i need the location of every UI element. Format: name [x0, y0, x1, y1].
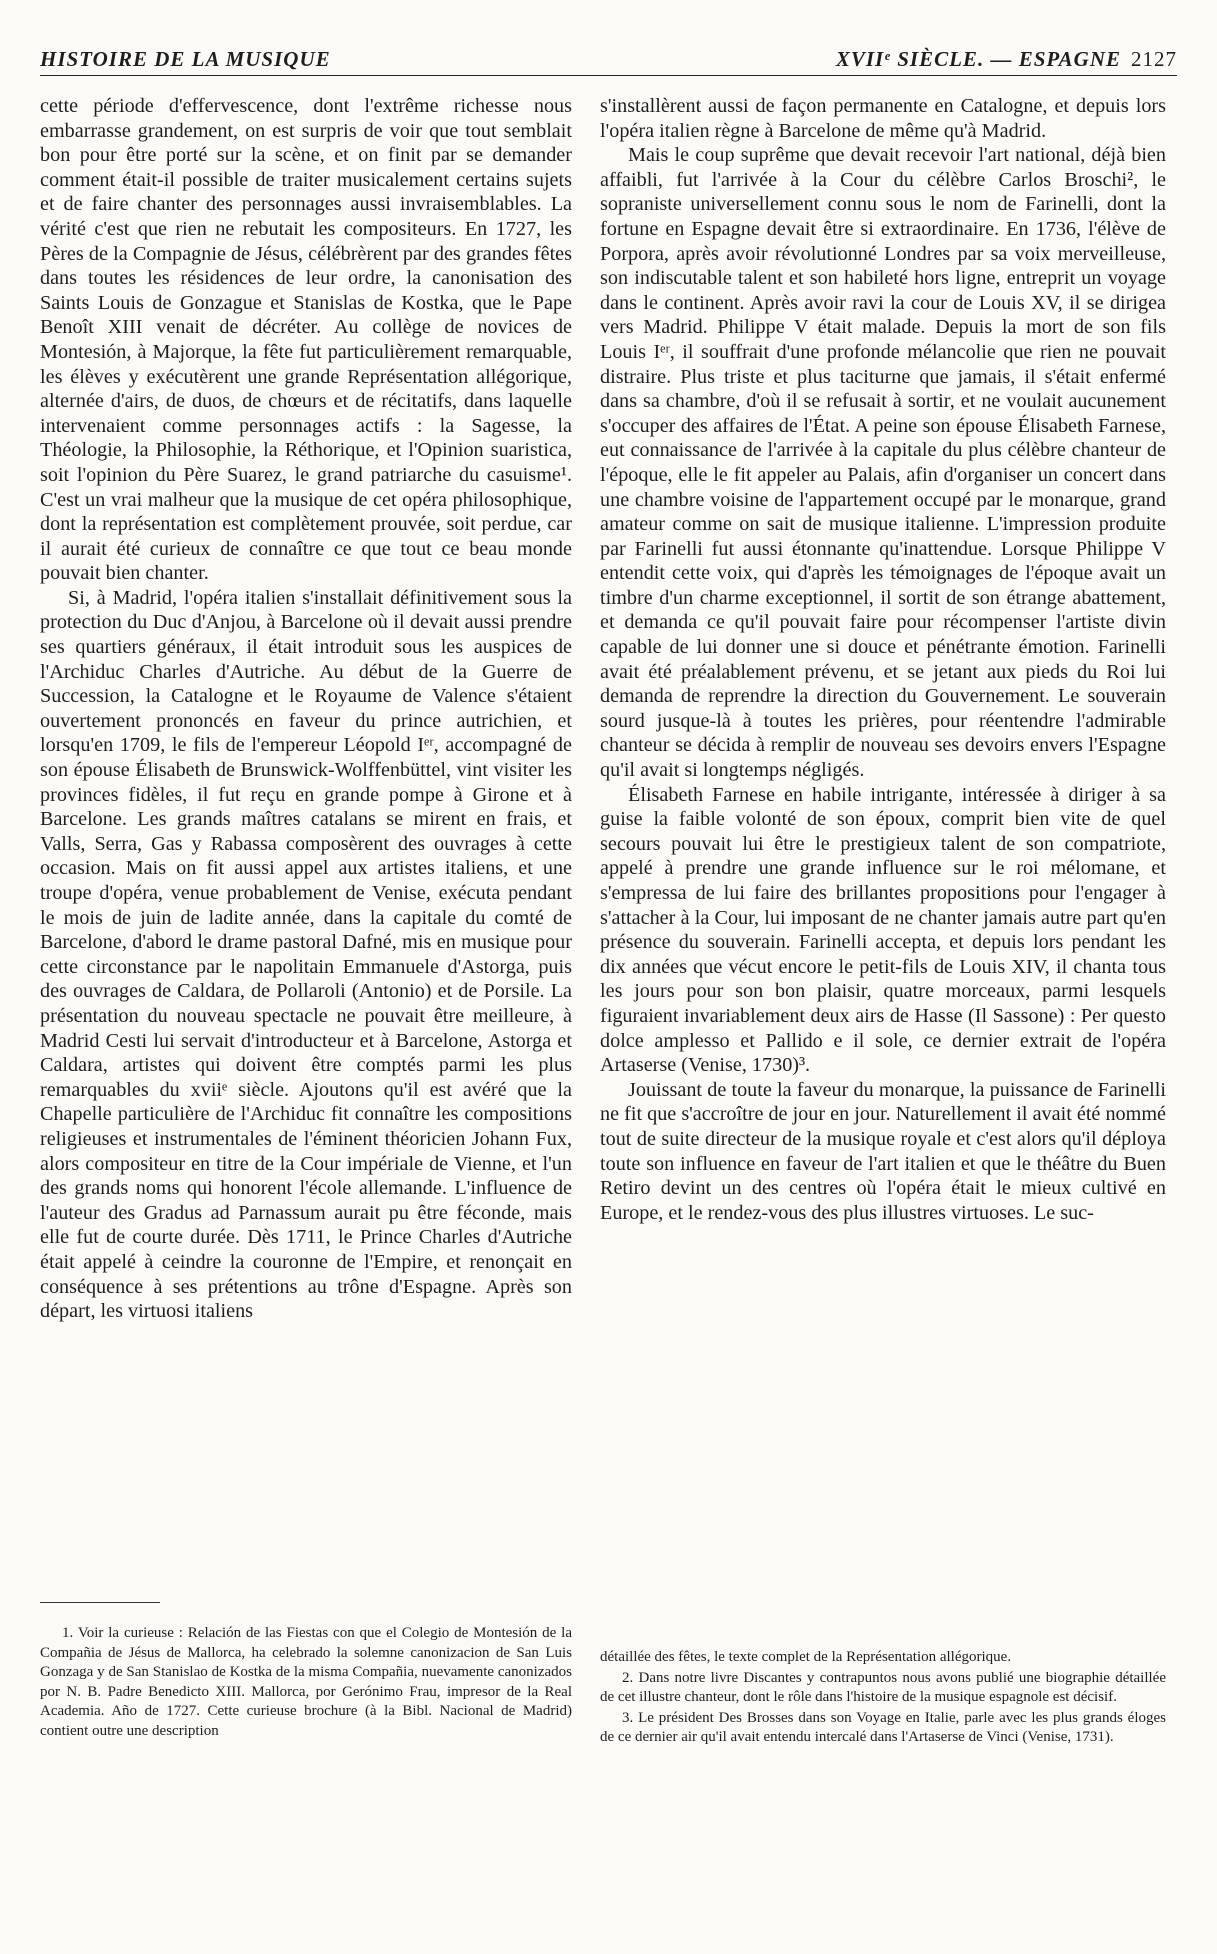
header-book-title: HISTOIRE DE LA MUSIQUE	[40, 47, 331, 71]
footnotes-right	[600, 1648, 1166, 1749]
left-text-column	[40, 94, 572, 1324]
footnotes-left	[40, 1624, 572, 1742]
paragraph: Mais le coup suprême que devait recevoir l'art national, déjà bien affaibli, fut l'arrivée à la Cour du célèbre Carlos Broschi², le sopraniste universellement connu sous le nom de Farinelli, dont la fortune en Espagne devait être si extraordinaire. En 1736, l'élève de Porpora, après avoir révolutionné Londres par sa voix merveilleuse, son indiscutable talent et son habileté hors ligne, entreprit un voyage dans le continent. Après avoir ravi la cour de Louis XV, il se dirigea vers Madrid. Philippe V était malade. Depuis la mort de son fils Louis Iᵉʳ, il souffrait d'une profonde mélancolie que rien ne pouvait distraire. Plus triste et plus taciturne que jamais, il s'était enfermé dans sa chambre, d'où il se refusait à sortir, et ne voulait aucunement s'occuper des affaires de l'État. A peine son épouse Élisabeth Farnese, eut connaissance de l'arrivée à la capitale du plus célèbre chanteur de l'époque, elle le fit appeler au Palais, afin d'organiser un concert dans une chambre voisine de l'appartement occupé par le monarque, grand amateur comme on sait de musique italienne. L'impression produite par Farinelli fut aussi étonnante qu'inattendue. Lorsque Philippe V entendit cette voix, qui d'après les témoignages de l'époque avait un timbre d'un charme exceptionnel, il sortit de son étrange abattement, et demanda ce qu'il pouvait faire pour récompenser l'artiste divin capable de lui donner une si douce et pénétrante émotion. Farinelli avait été préalablement prévenu, et se jetant aux pieds du Roi lui demanda de reprendre la direction du Gouvernement. Le souverain sourd jusque-là à toutes les prières, pour réentendre l'admirable chanteur se décida à remplir de nouveau ses devoirs envers l'Espagne qu'il avait si longtemps négligés.	[600, 144, 1166, 782]
paragraph: s'installèrent aussi de façon permanente en Catalogne, et depuis lors l'opéra italien règne à Barcelone de même qu'à Madrid.	[600, 95, 1166, 142]
paragraph: Si, à Madrid, l'opéra italien s'installait définitivement sous la protection du Duc d'Anjou, à Barcelone où il devait aussi prendre ses quartiers généraux, il était introduit sous les auspices de l'Archiduc Charles d'Autriche. Au début de la Guerre de Succession, la Catalogne et le Royaume de Valence s'étaient ouvertement prononcés en faveur du prince autrichien, et lorsqu'en 1709, le fils de l'empereur Léopold Iᵉʳ, accompagné de son épouse Élisabeth de Brunswick-Wolffenbüttel, vint visiter les provinces fidèles, il fut reçu en grande pompe à Girone et à Barcelone. Les grands maîtres catalans se mirent en frais, et Valls, Serra, Gas y Rabassa composèrent des ouvrages à cette occasion. Mais on fit aussi appel aux artistes italiens, et une troupe d'opéra, venue probablement de Venise, exécuta pendant le mois de juin de ladite année, dans la capitale du comté de Barcelone, d'abord le drame pastoral Dafné, mis en musique pour cette circonstance par le napolitain Emmanuele d'Astorga, puis des ouvrages de Caldara, de Pollaroli (Antonio) et de Porsile. La présentation du nouveau spectacle ne pouvait être meilleure, à Madrid Cesti lui servait d'introducteur et à Barcelone, Astorga et Caldara, artistes qui doivent être comptés parmi les plus remarquables du xviiᵉ siècle. Ajoutons qu'il est avéré que la Chapelle particulière de l'Archiduc fit connaître les compositions religieuses et instrumentales de l'éminent théoricien Johann Fux, alors compositeur en titre de la Cour impériale de Vienne, et l'un des grands noms qui honorent l'école allemande. L'influence de l'auteur des Gradus ad Parnassum aurait pu être féconde, mais elle fut de courte durée. Dès 1711, le Prince Charles d'Autriche était appelé à ceindre la couronne de l'Empire, et renonçait en conséquence à ses prétentions au trône d'Espagne. Après son départ, les virtuosi italiens	[40, 586, 572, 1323]
paragraph: Jouissant de toute la faveur du monarque, la puissance de Farinelli ne fit que s'accroître de jour en jour. Naturellement il avait été nommé tout de suite directeur de la musique royale et c'est alors qu'il déploya toute son influence en faveur de l'art italien et que le théâtre du Buen Retiro devint un des centres où l'opéra était le mieux cultivé en Europe, et le rendez-vous des plus illustres virtuoses. Le suc-	[600, 1078, 1166, 1224]
footnote: 2. Dans notre livre Discantes y contrapuntos nous avons publié une biographie détaillée de cet illustre chanteur, dont le rôle dans l'histoire de la musique espagnole est décisif.	[600, 1669, 1166, 1705]
footnote: détaillée des fêtes, le texte complet de la Représentation allégorique.	[600, 1649, 1012, 1665]
footnote: 3. Le président Des Brosses dans son Voyage en Italie, parle avec les plus grands éloges de ce dernier air qu'il avait entendu intercalé dans l'Artaserse de Vinci (Venise, 1731).	[600, 1709, 1166, 1745]
running-header	[40, 47, 1177, 76]
footnote-rule	[40, 1602, 160, 1603]
paragraph: Élisabeth Farnese en habile intrigante, intéressée à diriger à sa guise la faible volonté de son époux, comprit bien vite de quel secours pouvait lui être le prestigieux talent de son compatriote, appelé à prendre une grande influence sur le roi mélomane, et s'empressa de lui faire des brillantes propositions pour l'engager à s'attacher à la Cour, lui imposant de ne chanter jamais autre part qu'en présence du souverain. Farinelli accepta, et depuis lors pendant les dix années que vécut encore le petit-fils de Louis XIV, il chanta tous les jours pour son bon plaisir, quatre morceaux, parmi lesquels figuraient invariablement deux airs de Hasse (Il Sassone) : Per questo dolce amplesso et Pallido e il sole, ce dernier extrait de l'opéra Artaserse (Venise, 1730)³.	[600, 783, 1166, 1077]
paragraph: cette période d'effervescence, dont l'extrême richesse nous embarrasse grandement, on est surpris de voir que tout semblait bon pour être porté sur la scène, et on finit par se demander comment était-il possible de traiter musicalement certains sujets et de faire chanter des personnages aussi invraisemblables. La vérité c'est que rien ne rebutait les compositeurs. En 1727, les Pères de la Compagnie de Jésus, célébrèrent par des grandes fêtes dans toutes les résidences de leur ordre, la canonisation des Saints Louis de Gonzague et Stanislas de Kostka, que le Pape Benoît XIII venait de décréter. Au collège de novices de Montesión, à Majorque, la fête fut particulièrement remarquable, les élèves y exécutèrent une grande Représentation allégorique, alternée d'airs, de duos, de chœurs et de récitatifs, dans laquelle intervenaient comme personnages actifs : la Sagesse, la Théologie, la Philosophie, la Réthorique, et l'Opinion suaristica, soit l'opinion du Père Suarez, le grand patriarche du casuisme¹. C'est un vrai malheur que la musique de cet opéra philosophique, dont la représentation est complètement prouvée, soit perdue, car il aurait été curieux de connaître ce que tout ce beau monde pouvait bien chanter.	[40, 95, 572, 585]
header-chapter-title: XVIIᵉ SIÈCLE. — ESPAGNE	[835, 47, 1121, 71]
right-text-column	[600, 94, 1166, 1225]
footnote: 1. Voir la curieuse : Relación de las Fiestas con que el Colegio de Montesión de la Compañia de Jésus de Mallorca, ha celebrado la solemne canonizacion de San Luis Gonzaga y de San Stanislao de Kostka de la misma Compañia, nuevamente canonizados por N. B. Padre Benedicto XIII. Mallorca, por Gerónimo Frau, impresor de la Real Academia. Año de 1727. Cette curieuse brochure (à la Bibl. Nacional de Madrid) contient outre une description	[40, 1625, 572, 1739]
page-number: 2127	[1131, 47, 1177, 71]
